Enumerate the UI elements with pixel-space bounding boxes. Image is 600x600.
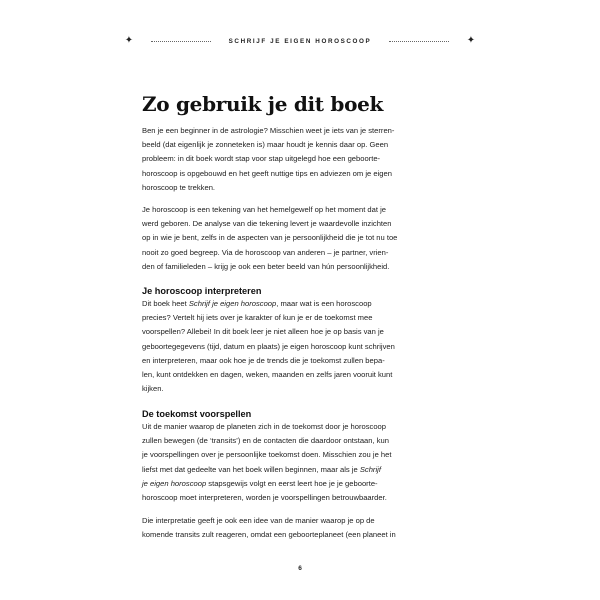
page-number: 6: [298, 565, 302, 572]
star-icon: ✦: [466, 35, 476, 46]
dotted-rule-right: [389, 41, 449, 42]
text-line: horoscoop is opgebouwd en het geeft nuttige tips en adviezen om je eigen: [142, 168, 392, 178]
text-line: horoscoop moet interpreteren, worden je voorspellingen betrouwbaarder.: [142, 493, 387, 503]
section-interpret: [142, 285, 464, 396]
dotted-rule-left: [151, 41, 211, 42]
text-line: je eigen horoscoop stapsgewijs volgt en eerst leert hoe je je geboorte-: [142, 478, 378, 488]
text-line: precies? Vertelt hij iets over je karakter of kun je er de toekomst mee: [142, 313, 373, 323]
text-line: zullen bewegen (de ‘transits’) en de contacten die daardoor ontstaan, kun: [142, 436, 389, 446]
text-line: Uit de manier waarop de planeten zich in de toekomst door je horoscoop: [142, 422, 386, 431]
paragraph-horoscope: [142, 203, 464, 274]
text-line: beeld (dat eigenlijk je zonneteken is) maar houdt je kennis daar op. Geen: [142, 140, 389, 150]
text-line: komende transits zult reageren, omdat een geboorteplaneet (een planeet in: [142, 530, 396, 540]
paragraph-intro: [142, 124, 464, 195]
text-line: probleem: in dit boek wordt stap voor stap uitgelegd hoe een geboorte-: [142, 154, 381, 164]
page-title: Zo gebruik je dit boek: [142, 92, 384, 116]
text-line: voorspellen? Allebei! In dit boek leer je niet alleen hoe je op basis van je: [142, 327, 384, 337]
italic-book-title: Schrijf je eigen horoscoop: [188, 299, 277, 308]
text-line: liefst met dat gedeelte van het boek willen beginnen, maar als je Schrijf: [142, 464, 381, 474]
text-line: horoscoop te trekken.: [142, 182, 216, 192]
running-title: SCHRIJF JE EIGEN HOROSCOOP: [228, 37, 372, 45]
text-line: nooit zo goed begreep. Via de horoscoop van anderen – je partner, vrien-: [142, 247, 389, 257]
text-line: Dit boek heet Schrijf je eigen horoscoop, maar wat is een horoscoop: [142, 299, 372, 308]
section-predict: [142, 408, 464, 505]
section-heading: Je horoscoop interpreteren: [142, 286, 262, 296]
text-line: je voorspellingen over je persoonlijke toekomst doen. Misschien zou je het: [142, 450, 392, 460]
section-heading: De toekomst voorspellen: [142, 409, 252, 419]
text-line: Je horoscoop is een tekening van het hemelgewelf op het moment dat je: [142, 205, 386, 214]
text-line: Ben je een beginner in de astrologie? Misschien weet je iets van je sterren-: [142, 126, 395, 135]
text-line: werd geboren. De analyse van die tekening levert je waardevolle inzichten: [142, 219, 392, 229]
text-line: den of familieleden – krijg je ook een beter beeld van hún persoonlijkheid.: [142, 261, 390, 271]
text-line: geboortegegevens (tijd, datum en plaats) je eigen horoscoop kunt schrijven: [142, 341, 395, 351]
text-line: kijken.: [142, 384, 164, 394]
text-line: len, kunt ontdekken en dagen, weken, maanden en zelfs jaren vooruit kunt: [142, 370, 393, 380]
running-header: [124, 35, 476, 47]
text-line: Die interpretatie geeft je ook een idee van de manier waarop je op de: [142, 516, 375, 525]
text-line: op in wie je bent, zelfs in de aspecten van je persoonlijkheid die je tot nu toe: [142, 233, 398, 243]
paragraph-interpretation: [142, 514, 464, 542]
star-icon: ✦: [124, 35, 134, 46]
text-line: en interpreteren, maar ook hoe je de trends die je toekomst zullen bepa-: [142, 355, 385, 365]
